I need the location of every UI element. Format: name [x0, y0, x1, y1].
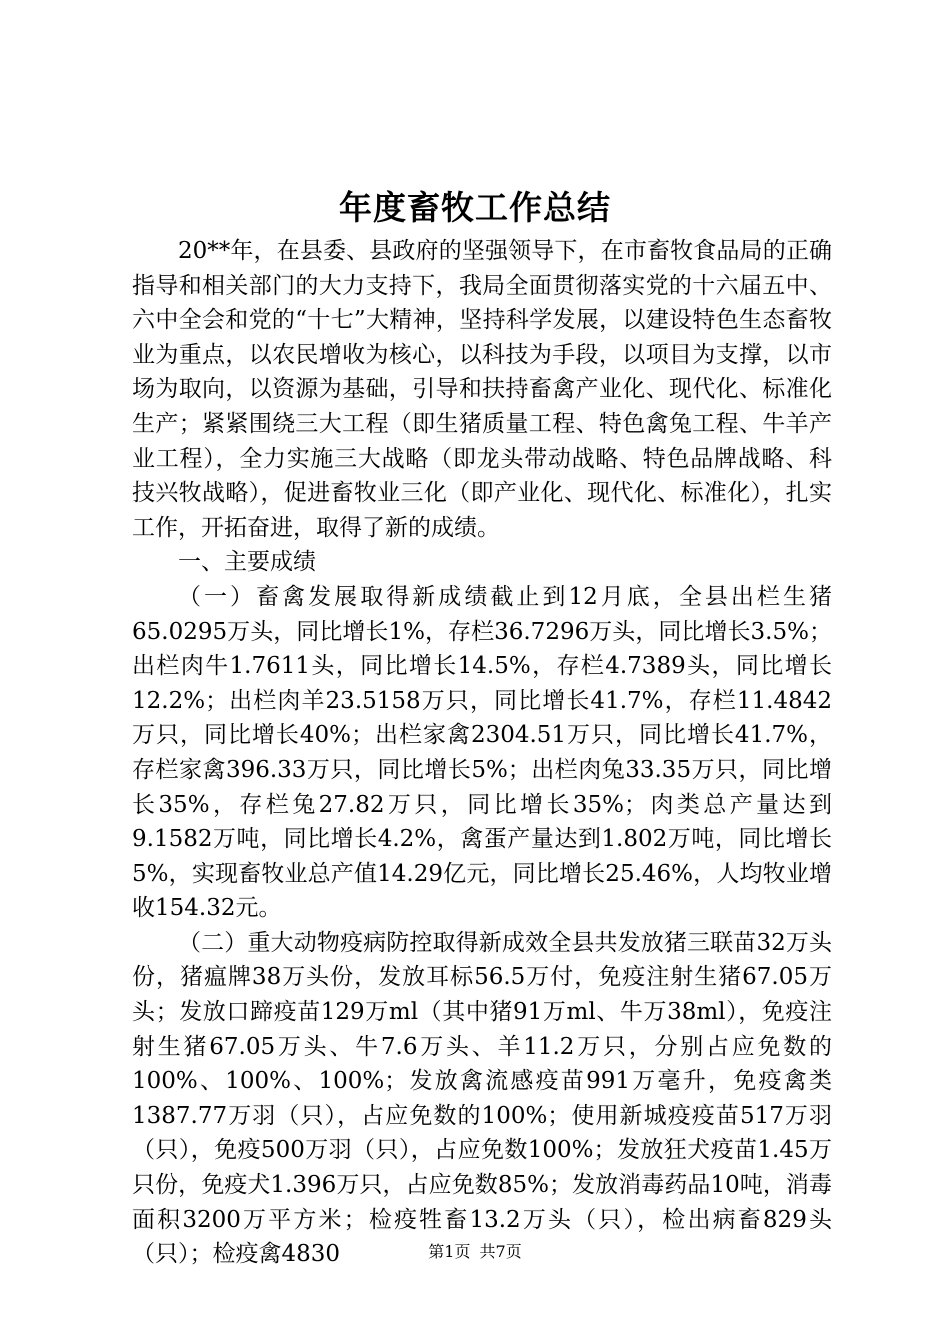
- document-body: [132, 234, 832, 1272]
- document-title: 年度畜牧工作总结: [339, 188, 611, 227]
- section-heading-main-achievements: 一、主要成绩: [178, 549, 316, 576]
- livestock-development-paragraph: （一）畜禽发展取得新成绩截止到12月底，全县出栏生猪65.0295万头，同比增长1%，存栏36.7296万头，同比增长3.5%；出栏肉牛1.7611头，同比增长14.5%，存栏4.7389头，同比增长12.2%；出栏肉羊23.5158万只，同比增长41.7%，存栏11.4842万只，同比增长40%；出栏家禽2304.51万只，同比增长41.7%，存栏家禽396.33万只，同比增长5%；出栏肉兔33.35万只，同比增长35%，存栏兔27.82万只，同比增长35%；肉类总产量达到9.1582万吨，同比增长4.2%，禽蛋产量达到1.802万吨，同比增长5%，实现畜牧业总产值14.29亿元，同比增长25.46%，人均牧业增收154.32元。: [132, 583, 832, 922]
- intro-paragraph: 20**年，在县委、县政府的坚强领导下，在市畜牧食品局的正确指导和相关部门的大力支持下，我局全面贯彻落实党的十六届五中、六中全会和党的“十七”大精神，坚持科学发展，以建设特色生态畜牧业为重点，以农民增收为核心，以科技为手段，以项目为支撑，以市场为取向，以资源为基础，引导和扶持畜禽产业化、现代化、标准化生产；紧紧围绕三大工程（即生猪质量工程、特色禽兔工程、牛羊产业工程），全力实施三大战略（即龙头带动战略、特色品牌战略、科技兴牧战略），促进畜牧业三化（即产业化、现代化、标准化），扎实工作，开拓奋进，取得了新的成绩。: [132, 238, 832, 541]
- page-footer: 第1页 共7页: [428, 1242, 522, 1261]
- disease-control-paragraph: （二）重大动物疫病防控取得新成效全县共发放猪三联苗32万头份，猪瘟牌38万头份，发放耳标56.5万付，免疫注射生猪67.05万头；发放口蹄疫苗129万ml（其中猪91万ml、牛万38ml），免疫注射生猪67.05万头、牛7.6万头、羊11.2万只，分别占应免数的100%、100%、100%；发放禽流感疫苗991万毫升，免疫禽类1387.77万羽（只），占应免数的100%；使用新城疫疫苗517万羽（只），免疫500万羽（只），占应免数100%；发放狂犬疫苗1.45万只份，免疫犬1.396万只，占应免数85%；发放消毒药品10吨，消毒面积3200万平方米；检疫牲畜13.2万头（只），检出病畜829头（只）；检疫禽4830: [132, 929, 832, 1268]
